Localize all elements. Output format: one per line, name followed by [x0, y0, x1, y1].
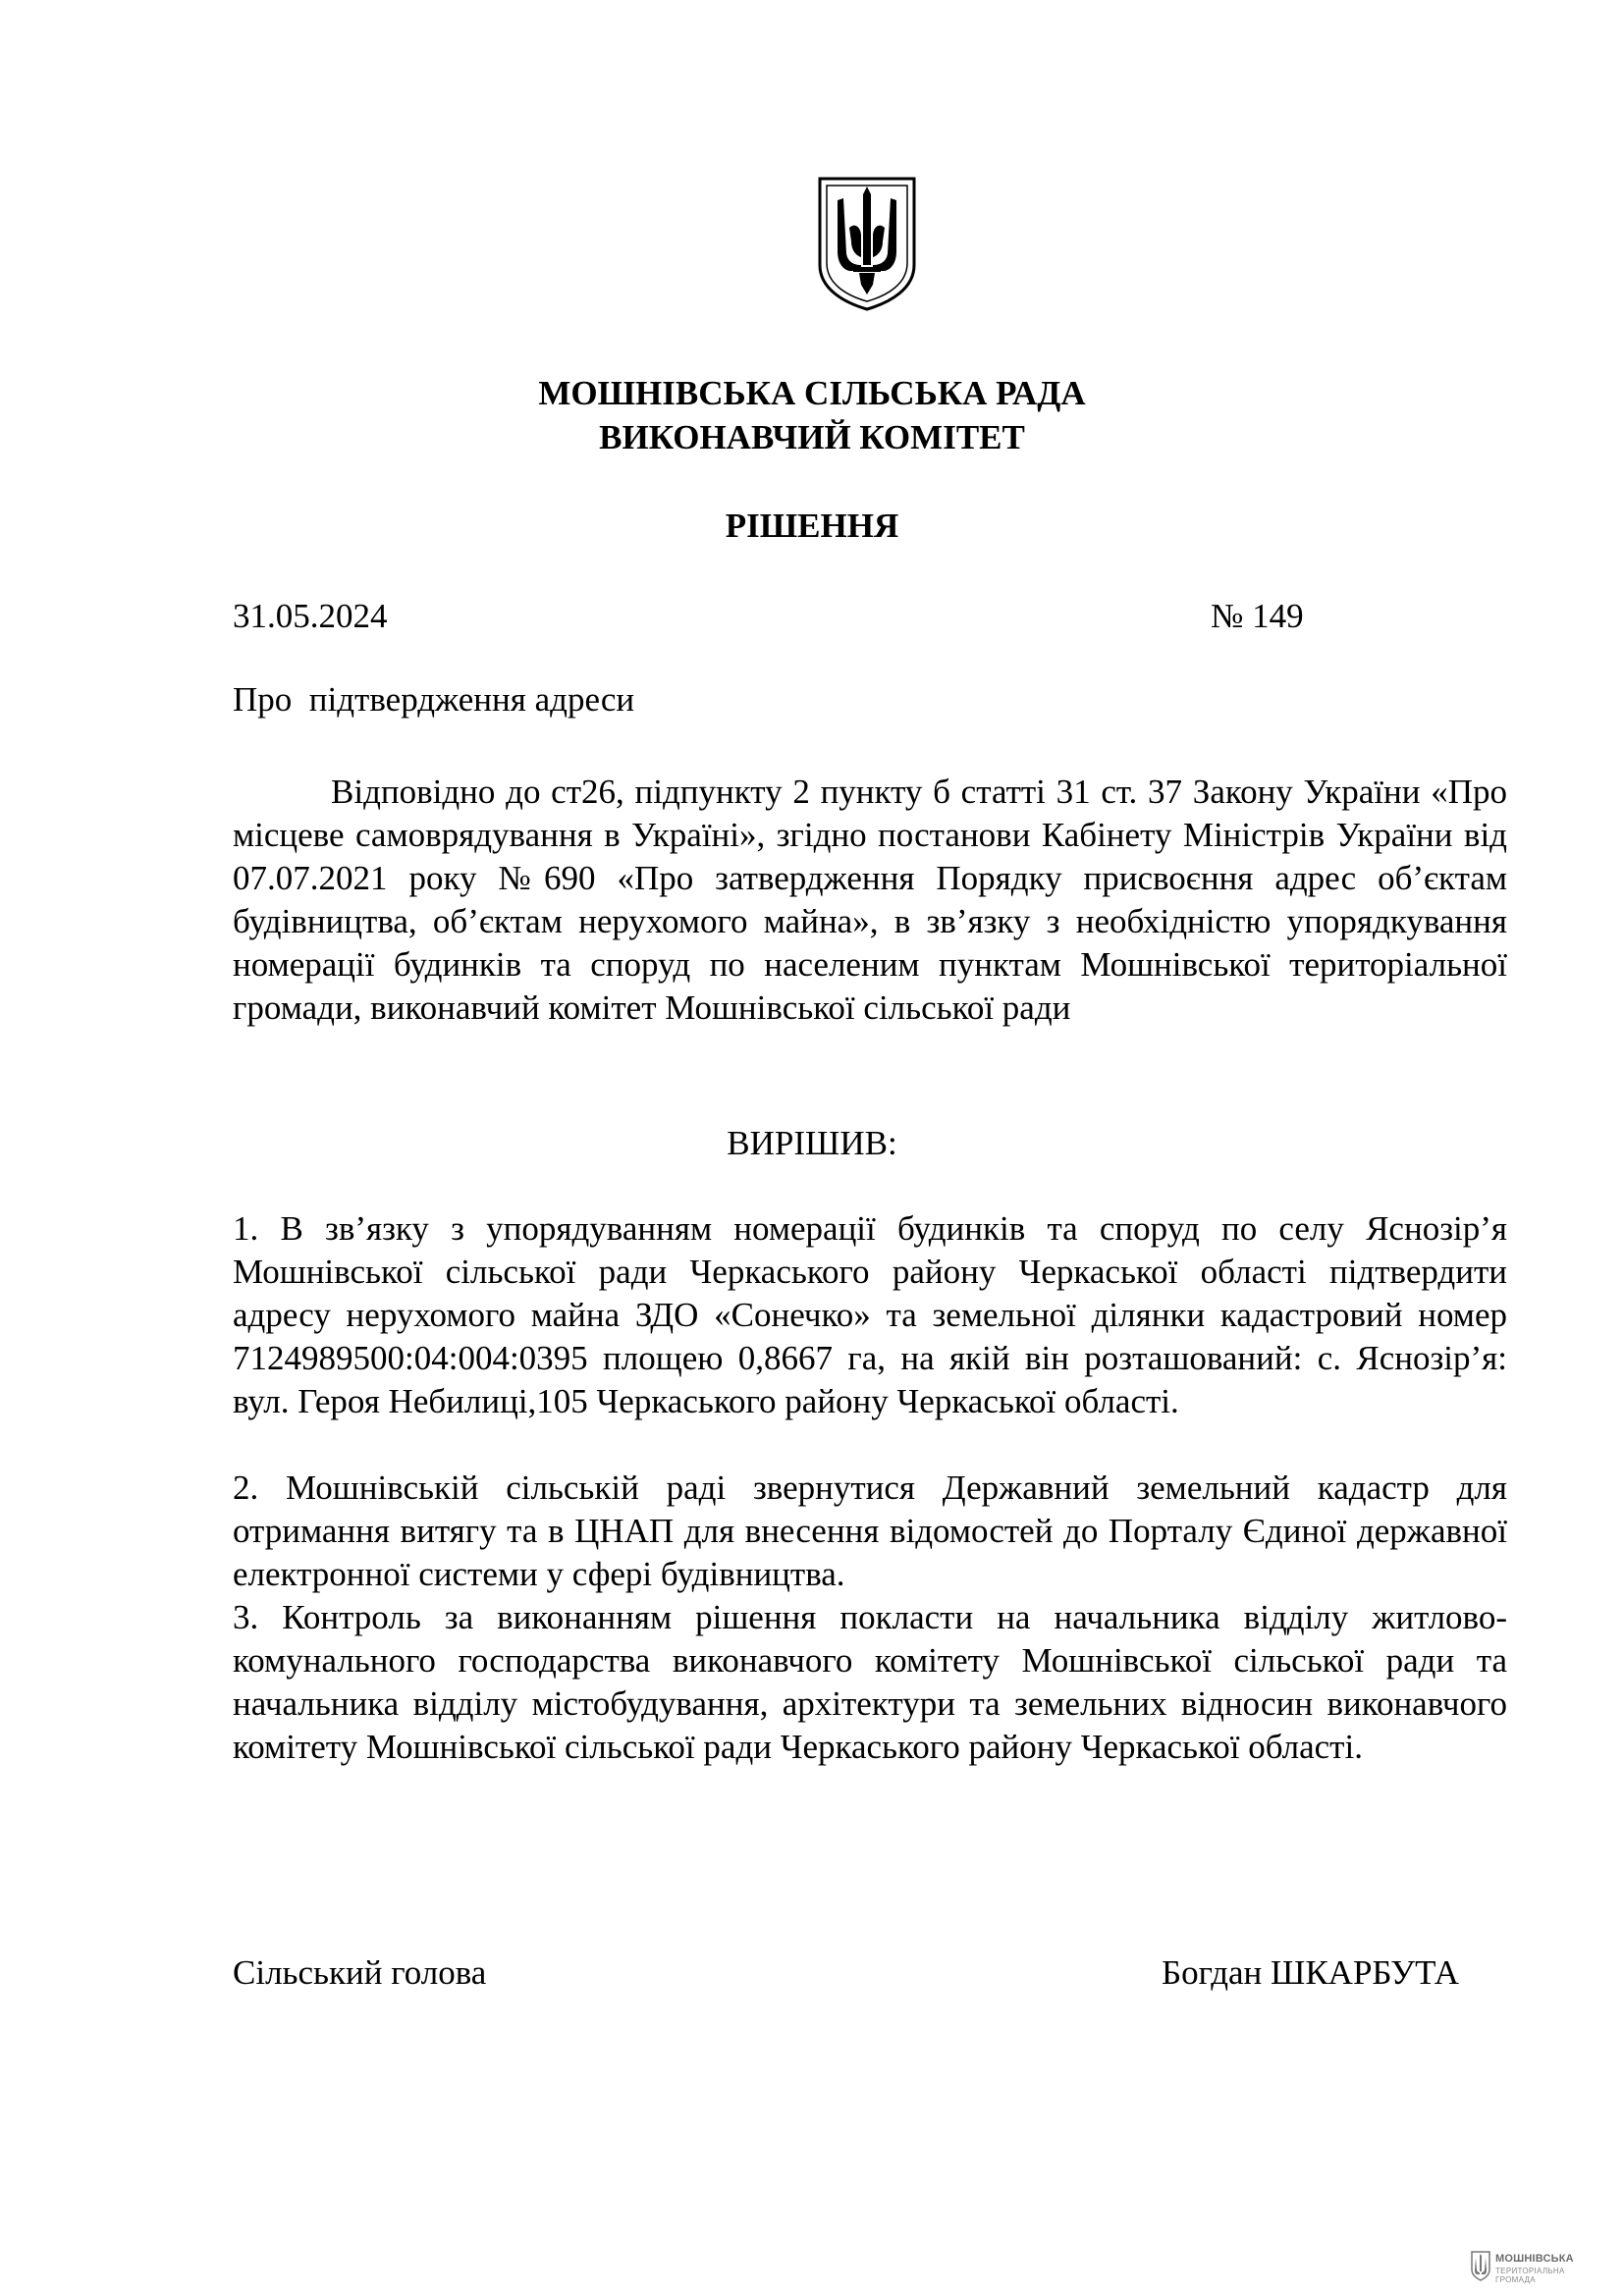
trident-logo-icon: [1470, 2250, 1491, 2281]
resolved-heading: ВИРІШИВ:: [727, 1124, 897, 1162]
document-type: РІШЕННЯ: [725, 507, 899, 545]
council-name: МОШНІВСЬКА СІЛЬСЬКА РАДА: [538, 374, 1086, 412]
logo-subtitle: [1495, 2267, 1565, 2284]
decision-date: 31.05.2024: [233, 597, 388, 635]
logo-subtitle-line2: ГРОМАДА: [1495, 2275, 1536, 2284]
signature-name: Богдан ШКАРБУТА: [1162, 1953, 1459, 1992]
committee-name: ВИКОНАВЧИЙ КОМІТЕТ: [599, 418, 1025, 456]
decision-item-1: 1. В зв’язку з упорядуванням номерації будинків та споруд по селу Яснозір’я Мошнівської сільської ради Черкаського району Черкаської області підтвердити адресу нерухомого майна ЗДО «Сонечко» та земельної ділянки кадастровий номер 7124989500:04:004:0395 площею 0,8667 га, на якій він розташований: с. Яснозір’я: вул. Героя Небилиці,105 Черкаського району Черкаської області.: [233, 1209, 1507, 1420]
decision-number: № 149: [1211, 597, 1304, 635]
decision-subject: Про підтвердження адреси: [233, 680, 635, 719]
signature-position: Сільський голова: [233, 1953, 487, 1992]
decision-item-3: 3. Контроль за виконанням рішення покласти на начальника відділу житлово-комунального господарства виконавчого комітету Мошнівської сільської ради та начальника відділу містобудування, архітектури та земельних відносин виконавчого комітету Мошнівської сільської ради Черкаського району Черкаської області.: [233, 1598, 1507, 1766]
preamble-paragraph: Відповідно до ст26, підпункту 2 пункту б статті 31 ст. 37 Закону України «Про місцеве самоврядування в Україні», згідно постанови Кабінету Міністрів України від 07.07.2021 року №690 «Про затвердження Порядку присвоєння адрес об’єктам будівництва, об’єктам нерухомого майна», в зв’язку з необхідністю упорядкування номерації будинків та споруд по населеним пунктам Мошнівської територіальної громади, виконавчий комітет Мошнівської сільської ради: [233, 773, 1507, 1027]
logo-title: МОШНІВСЬКА: [1495, 2253, 1574, 2265]
decision-item-2: 2. Мошнівській сільській раді звернутися Державний земельний кадастр для отримання витягу та в ЦНАП для внесення відомостей до Порталу Єдиної державної електронної системи у сфері будівництва.: [233, 1468, 1507, 1593]
logo-subtitle-line1: ТЕРИТОРІАЛЬНА: [1495, 2267, 1565, 2275]
community-logo: [1470, 2250, 1588, 2285]
coat-of-arms-icon: [816, 175, 918, 312]
